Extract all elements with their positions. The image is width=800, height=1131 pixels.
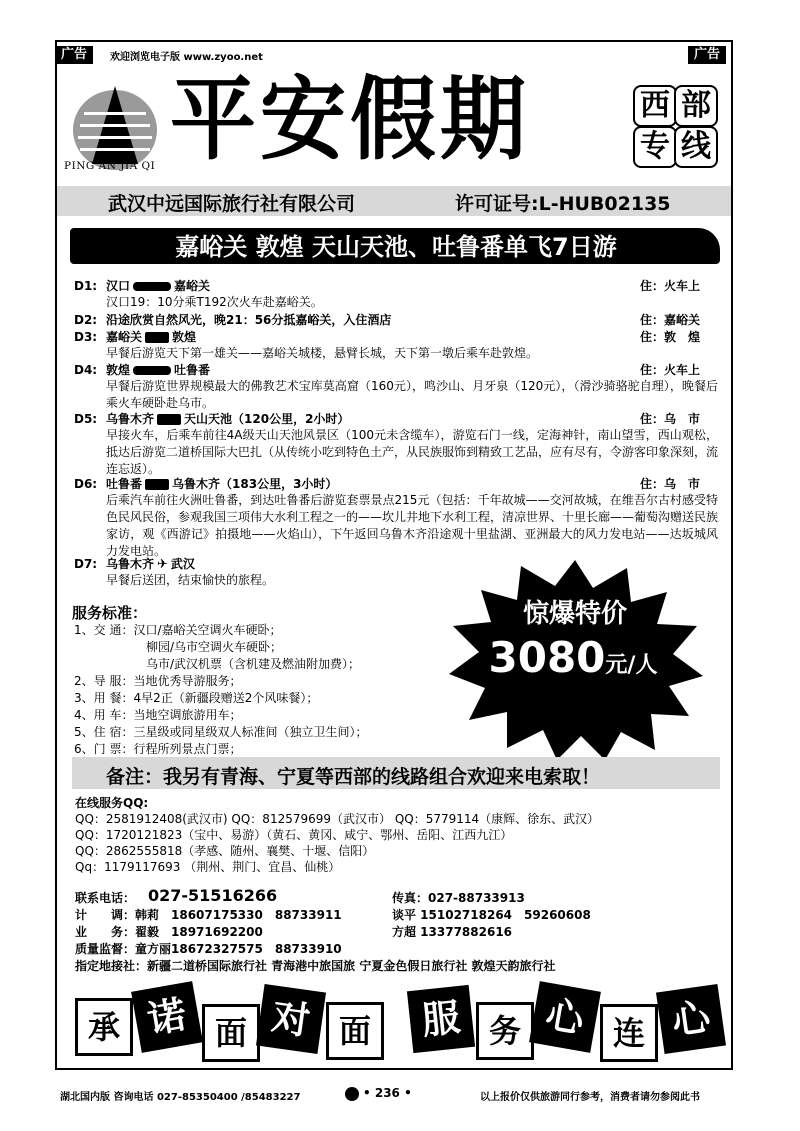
xibu-char: 专 <box>633 126 677 168</box>
day-desc: 早餐后送团，结束愉快的旅程。 <box>106 573 275 587</box>
day-label: D3: <box>74 330 98 344</box>
slogan-char: 对 <box>256 984 326 1054</box>
day-label: D4: <box>74 363 98 377</box>
price-label: 惊爆特价 <box>522 599 628 629</box>
brand-title: 平安假期 <box>170 66 530 173</box>
tour-title: 嘉峪关 敦煌 天山天池、吐鲁番单飞7日游 <box>175 233 617 261</box>
local-agents: 指定地接社：新疆二道桥国际旅行社 青海港中旅国旅 宁夏金色假日旅行社 敦煌天韵旅行社 <box>75 959 556 973</box>
day-desc: 早接火车，后乘车前往4A级天山天池风景区（100元未含缆车），游览石门一线，定海神针，南山望雪，西山观松，抵达后游览二道桥国际大巴扎（从传统小吃到特色土产，从民族服饰到精致工艺品，应有尽有，令游客印象深刻，流连忘返）。 <box>106 428 719 476</box>
service-line: 6、门 票：行程所列景点门票； <box>74 742 242 756</box>
ad-tag-right: 广告 <box>688 46 726 64</box>
slogan-char: 务 <box>476 1002 534 1060</box>
price-amount: 3080元/人 <box>488 633 658 682</box>
license-number: 许可证号:L-HUB02135 <box>455 193 671 215</box>
service-line: 4、用 车：当地空调旅游用车； <box>74 708 242 722</box>
day-label: D7: <box>74 557 98 571</box>
plan-contact-2: 谈平 15102718264 59260608 <box>392 908 591 922</box>
service-line: 1、交 通：汉口/嘉峪关空调火车硬卧； <box>74 623 282 637</box>
logo-text: PING AN JIA QI <box>64 160 156 172</box>
site-url[interactable]: 欢迎浏览电子版 www.zyoo.net <box>110 52 263 63</box>
qq-line[interactable]: QQ：1720121823（宝中、易游）（黄石、黄冈、咸宁、鄂州、岳阳、江西九江） <box>75 828 513 842</box>
slogan-char: 连 <box>600 1004 658 1062</box>
day-label: D6: <box>74 477 98 491</box>
fax: 传真：027-88733913 <box>392 891 525 905</box>
xibu-char: 西 <box>633 85 677 127</box>
bus-icon <box>145 479 169 490</box>
service-line: 5、住 宿：三星级或同星级双人标准间（独立卫生间）； <box>74 725 368 739</box>
service-title: 服务标准： <box>72 604 148 622</box>
slogan-char: 服 <box>407 985 475 1053</box>
pyramid-logo-icon <box>70 78 160 173</box>
note-text: 备注：我另有青海、宁夏等西部的线路组合欢迎来电索取！ <box>106 766 601 788</box>
footer-left: 湖北国内版 咨询电话 027-85350400 /85483227 <box>60 1092 301 1103</box>
slogan-char: 面 <box>202 1004 260 1062</box>
qq-line[interactable]: QQ：2581912408(武汉市) QQ：812579699（武汉市） QQ：5779114（康辉、徐东、武汉） <box>75 812 600 826</box>
train-icon <box>133 282 171 291</box>
day-route: 乌鲁木齐 天山天池（120公里，2小时） <box>106 412 350 426</box>
biz-contact-2: 方超 13377882616 <box>392 925 513 939</box>
day-route: 汉口 嘉峪关 <box>106 279 211 293</box>
day-route: 吐鲁番 乌鲁木齐（183公里，3小时） <box>106 477 338 491</box>
footer-right: 以上报价仅供旅游同行参考，消费者请勿参阅此书 <box>480 1092 700 1103</box>
xibu-char: 部 <box>674 85 718 127</box>
stay-info: 住：乌 市 <box>640 412 701 426</box>
phone-number[interactable]: 027-51516266 <box>148 886 278 905</box>
qq-line[interactable]: QQ：2862555818（孝感、随州、襄樊、十堰、信阳） <box>75 844 375 858</box>
bus-icon <box>157 414 181 425</box>
slogan-char: 心 <box>529 981 601 1053</box>
phone-label: 联系电话： <box>75 891 136 905</box>
train-icon <box>133 366 171 375</box>
service-line: 3、用 餐：4早2正（新疆段赠送2个风味餐）； <box>74 691 319 705</box>
service-line: 乌市/武汉机票（含机建及燃油附加费）； <box>146 657 361 671</box>
page-badge-icon <box>345 1087 359 1101</box>
biz-contact: 业 务：翟毅 18971692200 <box>75 925 263 939</box>
service-line: 柳园/乌市空调火车硬卧； <box>146 640 283 654</box>
slogan-char: 心 <box>656 984 726 1054</box>
xibu-char: 线 <box>674 126 718 168</box>
day-route: 乌鲁木齐 ✈ 武汉 <box>106 557 195 572</box>
bus-icon <box>145 332 169 343</box>
day-head: 沿途欣赏自然风光，晚21：56分抵嘉峪关，入住酒店 <box>106 313 392 327</box>
service-line: 2、导 服：当地优秀导游服务； <box>74 674 242 688</box>
day-route: 敦煌 吐鲁番 <box>106 363 211 377</box>
stay-info: 住：火车上 <box>640 363 701 377</box>
slogan-char: 诺 <box>131 981 203 1053</box>
qa-contact: 质量监督：童方丽18672327575 88733910 <box>75 942 342 956</box>
company-name: 武汉中远国际旅行社有限公司 <box>108 193 356 215</box>
plan-contact: 计 调：韩莉 18607175330 88733911 <box>75 908 342 922</box>
slogan-char: 面 <box>326 1002 384 1060</box>
day-label: D2: <box>74 313 98 327</box>
day-desc: 早餐后游览世界规模最大的佛教艺术宝库莫高窟（160元），鸣沙山、月牙泉（120元），（滑沙骑骆驼自理），晚餐后乘火车硬卧赴乌市。 <box>106 379 718 410</box>
ad-tag-left: 广告 <box>55 46 93 64</box>
day-desc: 汉口19：10分乘T192次火车赴嘉峪关。 <box>106 295 323 309</box>
day-label: D1: <box>74 279 98 293</box>
day-desc: 早餐后游览天下第一雄关——嘉峪关城楼，悬臂长城，天下第一墩后乘车赴敦煌。 <box>106 346 539 360</box>
qq-line[interactable]: Qq：1179117693 （荆州、荆门、宜昌、仙桃） <box>75 860 341 874</box>
slogan-char: 承 <box>75 998 133 1056</box>
day-route: 嘉峪关 敦煌 <box>106 330 197 344</box>
day-desc: 后乘汽车前往火洲吐鲁番，到达吐鲁番后游览套票景点215元（包括：千年故城——交河故城，在维吾尔古村感受特色民风民俗，参观我国三项伟大水利工程之一的——坎儿井地下水利工程，清凉世界、十里长廊——葡萄沟赠送民族家访，观《西游记》拍摄地——火焰山），下午返回乌鲁木齐沿途观十里盐湖、亚洲最大的风力发电站——达坂城风力发电站。 <box>106 493 719 558</box>
plane-icon: ✈ <box>157 557 168 572</box>
qq-title: 在线服务QQ: <box>75 796 149 810</box>
day-label: D5: <box>74 412 98 426</box>
page-number: • 236 • <box>345 1086 412 1101</box>
stay-info: 住：乌 市 <box>640 477 701 491</box>
stay-info: 住：火车上 <box>640 279 701 293</box>
stay-info: 住：敦 煌 <box>640 330 701 344</box>
price-burst <box>445 560 705 760</box>
stay-info: 住：嘉峪关 <box>640 313 701 327</box>
